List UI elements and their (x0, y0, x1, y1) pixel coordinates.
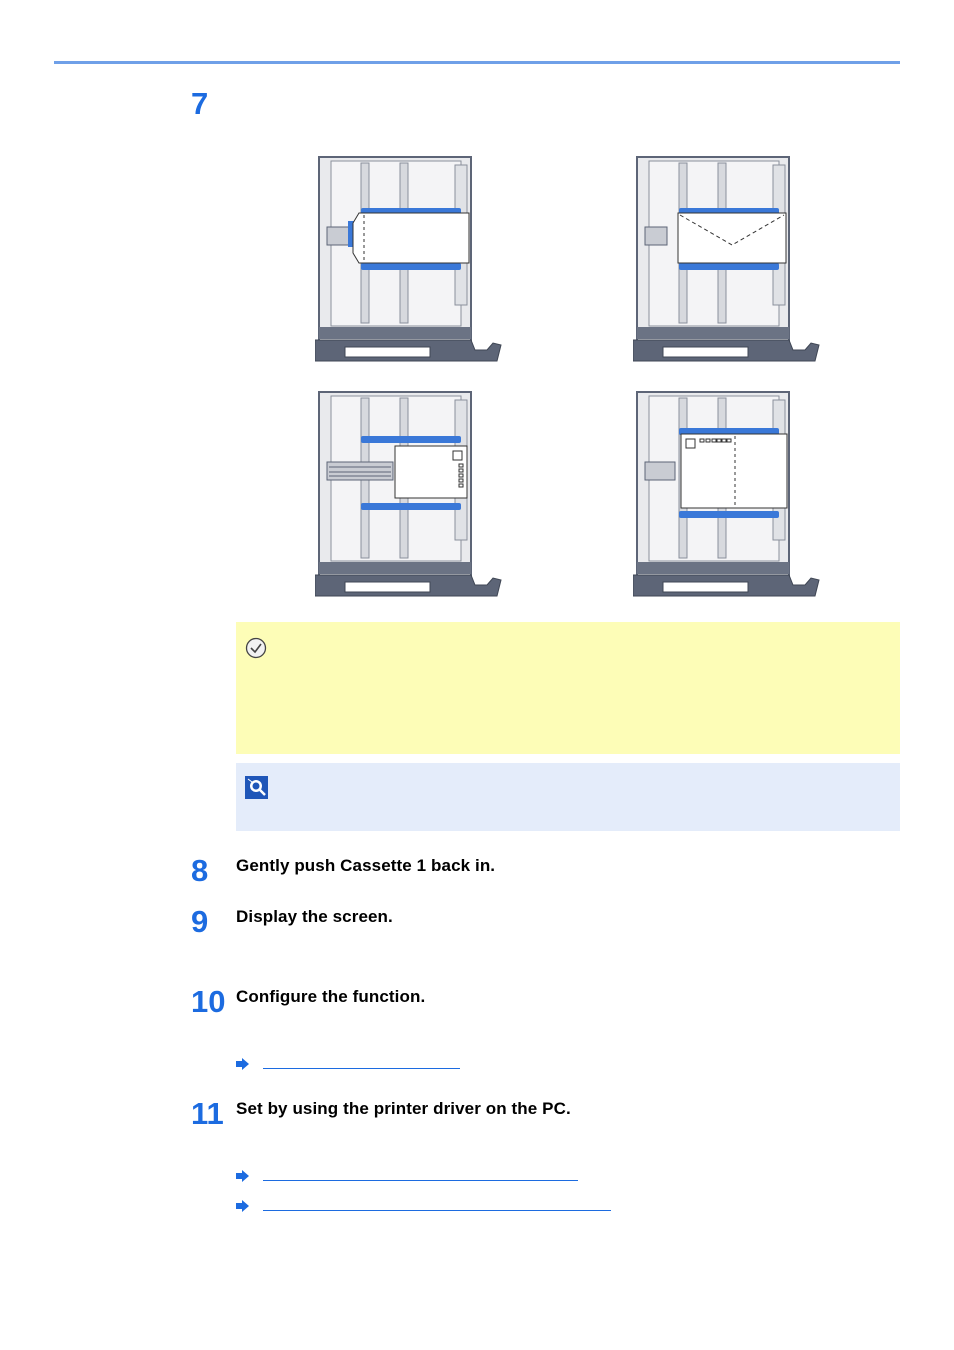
step-7-number: 7 (191, 86, 209, 121)
cassette-envelope-flap-illustration (633, 155, 823, 363)
link-underline[interactable] (263, 1210, 611, 1211)
header-rule (54, 61, 900, 64)
arrow-right-icon (236, 1170, 250, 1182)
link-underline[interactable] (263, 1180, 578, 1181)
cassette-postcard-small-illustration (315, 390, 505, 598)
cassette-postcard-large-illustration (633, 390, 823, 598)
step-9-number: 9 (191, 904, 209, 939)
step-9-text: Display the screen. (236, 907, 393, 926)
step-11-text: Set by using the printer driver on the PC. (236, 1099, 571, 1118)
step-10-text: Configure the function. (236, 987, 426, 1006)
step-11-number: 11 (191, 1096, 224, 1131)
arrow-right-icon (236, 1058, 250, 1070)
step-8-number: 8 (191, 853, 209, 888)
note-callout (236, 763, 900, 831)
note-magnifier-icon (245, 776, 268, 799)
important-callout (236, 622, 900, 754)
cassette-envelope-landscape-illustration (315, 155, 505, 363)
arrow-right-icon (236, 1200, 250, 1212)
link-underline[interactable] (263, 1068, 460, 1069)
reference-link-1[interactable] (236, 1058, 476, 1072)
step-10-number: 10 (191, 984, 226, 1019)
step-8-text: Gently push Cassette 1 back in. (236, 856, 496, 875)
reference-link-2[interactable] (236, 1170, 596, 1184)
check-circle-icon (245, 637, 267, 659)
reference-link-3[interactable] (236, 1200, 626, 1214)
